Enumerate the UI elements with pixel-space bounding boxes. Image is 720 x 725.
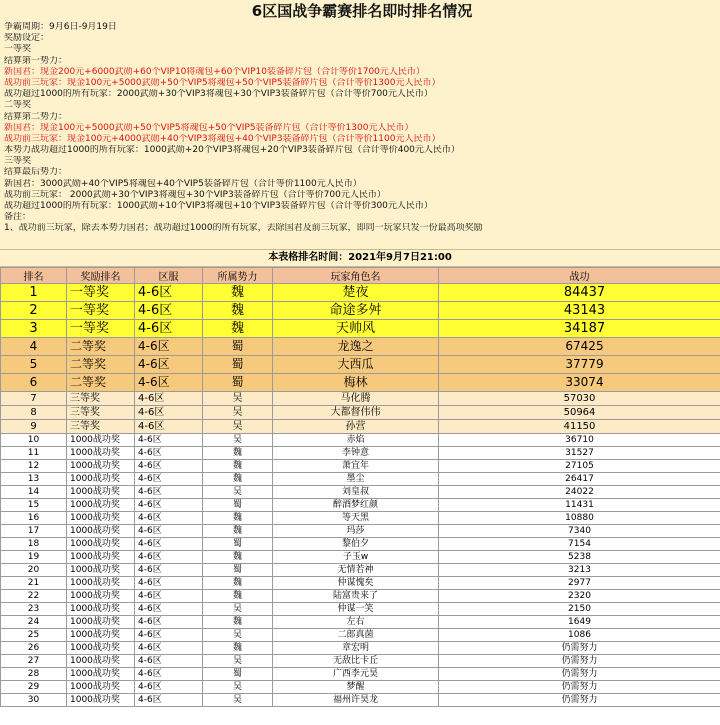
faction-cell[interactable]: 魏 (203, 577, 273, 590)
award-cell[interactable]: 二等奖 (67, 374, 135, 392)
award-cell[interactable]: 1000战功奖 (67, 434, 135, 447)
faction-cell[interactable]: 魏 (203, 460, 273, 473)
merit-cell[interactable]: 26417 (439, 473, 720, 486)
player-name-cell[interactable]: 等天黑 (273, 512, 439, 525)
table-row[interactable] (1, 577, 720, 590)
player-name-cell[interactable]: 大都督伟伟 (273, 406, 439, 420)
rank-cell[interactable]: 4 (1, 338, 67, 356)
table-row[interactable] (1, 447, 720, 460)
table-row[interactable] (1, 420, 720, 434)
table-row[interactable] (1, 681, 720, 694)
award-cell[interactable]: 1000战功奖 (67, 538, 135, 551)
rank-cell[interactable]: 17 (1, 525, 67, 538)
faction-cell[interactable]: 蜀 (203, 564, 273, 577)
merit-cell[interactable]: 36710 (439, 434, 720, 447)
award-cell[interactable]: 1000战功奖 (67, 616, 135, 629)
award-cell[interactable]: 1000战功奖 (67, 447, 135, 460)
rule-line: 争霸周期：9月6日-9月19日 (4, 22, 117, 32)
merit-cell[interactable]: 33074 (439, 374, 720, 392)
server-cell[interactable]: 4-6区 (135, 681, 203, 694)
table-row[interactable] (1, 356, 720, 374)
award-cell[interactable]: 一等奖 (67, 284, 135, 302)
rule-line: 备注： (4, 212, 32, 223)
rank-cell[interactable]: 5 (1, 356, 67, 374)
player-name-cell[interactable]: 赤焰 (273, 434, 439, 447)
faction-cell[interactable]: 吴 (203, 420, 273, 434)
merit-cell[interactable]: 31527 (439, 447, 720, 460)
page-title: 6区国战争霸赛排名即时排名情况 (251, 2, 473, 20)
faction-cell[interactable]: 蜀 (203, 338, 273, 356)
table-row[interactable] (1, 655, 720, 668)
column-header-rank[interactable]: 排名 (1, 268, 67, 284)
faction-cell[interactable]: 蜀 (203, 668, 273, 681)
player-name-cell[interactable]: 玛莎 (273, 525, 439, 538)
award-cell[interactable]: 三等奖 (67, 420, 135, 434)
rank-cell[interactable]: 14 (1, 486, 67, 499)
faction-cell[interactable]: 魏 (203, 551, 273, 564)
award-cell[interactable]: 1000战功奖 (67, 525, 135, 538)
player-name-cell[interactable]: 仲谋一笑 (273, 603, 439, 616)
player-name-cell[interactable]: 李钟意 (273, 447, 439, 460)
table-row[interactable] (1, 629, 720, 642)
server-cell[interactable]: 4-6区 (135, 338, 203, 356)
rule-line: 战功前三玩家：现金100元+4000武勋+40个VIP3将魂包+40个VIP3装备碎片包（合计等价1100元人民币） (4, 133, 441, 144)
award-cell[interactable]: 1000战功奖 (67, 642, 135, 655)
table-row[interactable] (1, 434, 720, 447)
ranking-time-label: 本表格排名时间：2021年9月7日21:00 (0, 250, 720, 267)
merit-cell[interactable]: 50964 (439, 406, 720, 420)
table-row[interactable] (1, 616, 720, 629)
rule-line: 新国君：3000武勋+40个VIP5将魂包+40个VIP5装备碎片包（合计等价1100元人民币） (4, 178, 362, 189)
faction-cell[interactable]: 吴 (203, 603, 273, 616)
rank-cell[interactable]: 28 (1, 668, 67, 681)
column-header-player-name[interactable]: 玩家角色名 (273, 268, 439, 284)
faction-cell[interactable]: 魏 (203, 642, 273, 655)
merit-cell[interactable]: 11431 (439, 499, 720, 512)
faction-cell[interactable]: 魏 (203, 473, 273, 486)
player-name-cell[interactable]: 马化腾 (273, 392, 439, 406)
server-cell[interactable]: 4-6区 (135, 655, 203, 668)
rule-line: 本势力战功超过1000的所有玩家：1000武勋+20个VIP3将魂包+20个VIP3装备碎片包（合计等价400元人民币） (4, 145, 460, 156)
player-name-cell[interactable]: 天帅风 (273, 320, 439, 338)
server-cell[interactable]: 4-6区 (135, 392, 203, 406)
server-cell[interactable]: 4-6区 (135, 420, 203, 434)
rank-cell[interactable]: 18 (1, 538, 67, 551)
table-row[interactable] (1, 499, 720, 512)
merit-cell[interactable]: 57030 (439, 392, 720, 406)
player-name-cell[interactable]: 广西李元昊 (273, 668, 439, 681)
award-cell[interactable]: 1000战功奖 (67, 460, 135, 473)
table-row[interactable] (1, 538, 720, 551)
merit-cell[interactable]: 5238 (439, 551, 720, 564)
table-row[interactable] (1, 551, 720, 564)
server-cell[interactable]: 4-6区 (135, 447, 203, 460)
player-name-cell[interactable]: 黎伯夕 (273, 538, 439, 551)
merit-cell[interactable]: 2150 (439, 603, 720, 616)
rank-cell[interactable]: 9 (1, 420, 67, 434)
rank-cell[interactable]: 25 (1, 629, 67, 642)
rule-line: 1、战功前三玩家，除去本势力国君；战功超过1000的所有玩家，去除国君及前三玩家，即同一玩家只发一份最高项奖励 (4, 223, 483, 234)
faction-cell[interactable]: 蜀 (203, 499, 273, 512)
rank-cell[interactable]: 24 (1, 616, 67, 629)
merit-cell[interactable]: 1649 (439, 616, 720, 629)
player-name-cell[interactable]: 梦醒 (273, 681, 439, 694)
faction-cell[interactable]: 蜀 (203, 374, 273, 392)
player-name-cell[interactable]: 无敌比卡丘 (273, 655, 439, 668)
merit-cell[interactable]: 仍需努力 (439, 694, 720, 707)
merit-cell[interactable]: 3213 (439, 564, 720, 577)
faction-cell[interactable]: 吴 (203, 406, 273, 420)
table-row[interactable] (1, 284, 720, 302)
faction-cell[interactable]: 蜀 (203, 356, 273, 374)
award-cell[interactable]: 一等奖 (67, 320, 135, 338)
rule-line: 三等奖 (4, 156, 32, 167)
rule-line: 战功超过1000的所有玩家：1000武勋+10个VIP3将魂包+10个VIP3装备碎片包（合计等价300元人民币） (4, 201, 433, 211)
server-cell[interactable]: 4-6区 (135, 374, 203, 392)
table-row[interactable] (1, 668, 720, 681)
merit-cell[interactable]: 27105 (439, 460, 720, 473)
player-name-cell[interactable]: 左右 (273, 616, 439, 629)
award-cell[interactable]: 1000战功奖 (67, 473, 135, 486)
faction-cell[interactable]: 吴 (203, 655, 273, 668)
rules-header (0, 0, 720, 250)
award-cell[interactable]: 1000战功奖 (67, 655, 135, 668)
server-cell[interactable]: 4-6区 (135, 406, 203, 420)
rank-cell[interactable]: 23 (1, 603, 67, 616)
faction-cell[interactable]: 吴 (203, 629, 273, 642)
table-row[interactable] (1, 525, 720, 538)
rule-line: 二等奖 (4, 100, 32, 111)
faction-cell[interactable]: 魏 (203, 302, 273, 320)
ranking-table (0, 267, 720, 707)
award-cell[interactable]: 1000战功奖 (67, 551, 135, 564)
player-name-cell[interactable]: 福州许昊龙 (273, 694, 439, 707)
merit-cell[interactable]: 2320 (439, 590, 720, 603)
table-row[interactable] (1, 590, 720, 603)
rank-cell[interactable]: 11 (1, 447, 67, 460)
award-cell[interactable]: 1000战功奖 (67, 499, 135, 512)
faction-cell[interactable]: 魏 (203, 525, 273, 538)
player-name-cell[interactable]: 大西瓜 (273, 356, 439, 374)
table-header-row (1, 268, 720, 284)
merit-cell[interactable]: 37779 (439, 356, 720, 374)
award-cell[interactable]: 1000战功奖 (67, 629, 135, 642)
rule-line: 一等奖 (4, 44, 32, 55)
server-cell[interactable]: 4-6区 (135, 629, 203, 642)
faction-cell[interactable]: 魏 (203, 447, 273, 460)
award-cell[interactable]: 1000战功奖 (67, 564, 135, 577)
rank-cell[interactable]: 20 (1, 564, 67, 577)
rule-line: 战功前三玩家： 2000武勋+30个VIP3将魂包+30个VIP3装备碎片包（合计等价700元人民币） (4, 189, 386, 200)
table-row[interactable] (1, 392, 720, 406)
server-cell[interactable]: 4-6区 (135, 434, 203, 447)
rank-cell[interactable]: 2 (1, 302, 67, 320)
award-cell[interactable]: 1000战功奖 (67, 486, 135, 499)
merit-cell[interactable]: 24022 (439, 486, 720, 499)
award-cell[interactable]: 1000战功奖 (67, 603, 135, 616)
column-header-award[interactable]: 奖励排名 (67, 268, 135, 284)
table-row[interactable] (1, 642, 720, 655)
server-cell[interactable]: 4-6区 (135, 473, 203, 486)
rank-cell[interactable]: 6 (1, 374, 67, 392)
rank-cell[interactable]: 22 (1, 590, 67, 603)
player-name-cell[interactable]: 梅林 (273, 374, 439, 392)
column-header-faction[interactable]: 所属势力 (203, 268, 273, 284)
server-cell[interactable]: 4-6区 (135, 590, 203, 603)
rank-cell[interactable]: 21 (1, 577, 67, 590)
merit-cell[interactable]: 41150 (439, 420, 720, 434)
table-row[interactable] (1, 486, 720, 499)
faction-cell[interactable]: 魏 (203, 284, 273, 302)
rank-cell[interactable]: 29 (1, 681, 67, 694)
faction-cell[interactable]: 魏 (203, 512, 273, 525)
table-row[interactable] (1, 406, 720, 420)
merit-cell[interactable]: 7154 (439, 538, 720, 551)
server-cell[interactable]: 4-6区 (135, 616, 203, 629)
merit-cell[interactable]: 2977 (439, 577, 720, 590)
rule-line: 新国君：现金200元+6000武勋+60个VIP10将魂包+60个VIP10装备碎片包（合计等价1700元人民币） (4, 66, 425, 77)
table-row[interactable] (1, 564, 720, 577)
merit-cell[interactable]: 7340 (439, 525, 720, 538)
faction-cell[interactable]: 吴 (203, 681, 273, 694)
server-cell[interactable]: 4-6区 (135, 538, 203, 551)
player-name-cell[interactable]: 子玉w (273, 551, 439, 564)
faction-cell[interactable]: 蜀 (203, 538, 273, 551)
server-cell[interactable]: 4-6区 (135, 460, 203, 473)
merit-cell[interactable]: 67425 (439, 338, 720, 356)
rank-cell[interactable]: 3 (1, 320, 67, 338)
award-cell[interactable]: 1000战功奖 (67, 590, 135, 603)
award-cell[interactable]: 1000战功奖 (67, 512, 135, 525)
reward-rules (4, 22, 720, 235)
column-header-merit[interactable]: 战功 (439, 268, 720, 284)
server-cell[interactable]: 4-6区 (135, 551, 203, 564)
rank-cell[interactable]: 16 (1, 512, 67, 525)
award-cell[interactable]: 三等奖 (67, 392, 135, 406)
merit-cell[interactable]: 仍需努力 (439, 668, 720, 681)
table-row[interactable] (1, 320, 720, 338)
player-name-cell[interactable]: 无情若神 (273, 564, 439, 577)
rule-line: 战功超过1000的所有玩家：2000武勋+30个VIP3将魂包+30个VIP3装备碎片包（合计等价700元人民币） (4, 89, 433, 100)
table-row[interactable] (1, 473, 720, 486)
rule-line: 奖励设定： (4, 33, 50, 44)
server-cell[interactable]: 4-6区 (135, 499, 203, 512)
rule-line: 结算最后势力： (4, 167, 68, 178)
table-row[interactable] (1, 512, 720, 525)
column-header-server[interactable]: 区服 (135, 268, 203, 284)
merit-cell[interactable]: 43143 (439, 302, 720, 320)
faction-cell[interactable]: 吴 (203, 486, 273, 499)
server-cell[interactable]: 4-6区 (135, 486, 203, 499)
player-name-cell[interactable]: 龙逸之 (273, 338, 439, 356)
player-name-cell[interactable]: 仲谋愧矣 (273, 577, 439, 590)
player-name-cell[interactable]: 萧宜年 (273, 460, 439, 473)
rule-line: 结算第一势力： (4, 55, 68, 66)
merit-cell[interactable]: 84437 (439, 284, 720, 302)
rank-cell[interactable]: 8 (1, 406, 67, 420)
server-cell[interactable]: 4-6区 (135, 356, 203, 374)
rank-cell[interactable]: 19 (1, 551, 67, 564)
server-cell[interactable]: 4-6区 (135, 603, 203, 616)
rank-cell[interactable]: 30 (1, 694, 67, 707)
award-cell[interactable]: 一等奖 (67, 302, 135, 320)
server-cell[interactable]: 4-6区 (135, 302, 203, 320)
server-cell[interactable]: 4-6区 (135, 668, 203, 681)
player-name-cell[interactable]: 章宏明 (273, 642, 439, 655)
merit-cell[interactable]: 仍需努力 (439, 655, 720, 668)
player-name-cell[interactable]: 醉酒梦红颜 (273, 499, 439, 512)
player-name-cell[interactable]: 楚夜 (273, 284, 439, 302)
faction-cell[interactable]: 魏 (203, 590, 273, 603)
rank-cell[interactable]: 12 (1, 460, 67, 473)
merit-cell[interactable]: 1086 (439, 629, 720, 642)
rule-line: 新国君：现金100元+5000武勋+50个VIP5将魂包+50个VIP5装备碎片包（合计等价1300元人民币） (4, 122, 414, 133)
rank-cell[interactable]: 10 (1, 434, 67, 447)
award-cell[interactable]: 1000战功奖 (67, 577, 135, 590)
table-row[interactable] (1, 374, 720, 392)
server-cell[interactable]: 4-6区 (135, 512, 203, 525)
faction-cell[interactable]: 吴 (203, 694, 273, 707)
rank-cell[interactable]: 13 (1, 473, 67, 486)
award-cell[interactable]: 二等奖 (67, 356, 135, 374)
rule-line: 结算第二势力： (4, 111, 68, 122)
award-cell[interactable]: 1000战功奖 (67, 694, 135, 707)
player-name-cell[interactable]: 二郎真菌 (273, 629, 439, 642)
table-row[interactable] (1, 603, 720, 616)
player-name-cell[interactable]: 墨尘 (273, 473, 439, 486)
merit-cell[interactable]: 10880 (439, 512, 720, 525)
rank-cell[interactable]: 7 (1, 392, 67, 406)
award-cell[interactable]: 1000战功奖 (67, 681, 135, 694)
award-cell[interactable]: 1000战功奖 (67, 668, 135, 681)
server-cell[interactable]: 4-6区 (135, 642, 203, 655)
rule-line: 战功前三玩家：现金100元+5000武勋+50个VIP5将魂包+50个VIP5装备碎片包（合计等价1300元人民币） (4, 77, 441, 88)
rank-cell[interactable]: 1 (1, 284, 67, 302)
table-row[interactable] (1, 338, 720, 356)
faction-cell[interactable]: 魏 (203, 616, 273, 629)
player-name-cell[interactable]: 孙营 (273, 420, 439, 434)
award-cell[interactable]: 二等奖 (67, 338, 135, 356)
server-cell[interactable]: 4-6区 (135, 320, 203, 338)
server-cell[interactable]: 4-6区 (135, 284, 203, 302)
merit-cell[interactable]: 仍需努力 (439, 681, 720, 694)
merit-cell[interactable]: 34187 (439, 320, 720, 338)
server-cell[interactable]: 4-6区 (135, 525, 203, 538)
player-name-cell[interactable]: 刘皇叔 (273, 486, 439, 499)
server-cell[interactable]: 4-6区 (135, 564, 203, 577)
server-cell[interactable]: 4-6区 (135, 577, 203, 590)
faction-cell[interactable]: 魏 (203, 320, 273, 338)
rank-cell[interactable]: 26 (1, 642, 67, 655)
table-row[interactable] (1, 302, 720, 320)
faction-cell[interactable]: 吴 (203, 434, 273, 447)
server-cell[interactable]: 4-6区 (135, 694, 203, 707)
award-cell[interactable]: 三等奖 (67, 406, 135, 420)
table-row[interactable] (1, 460, 720, 473)
merit-cell[interactable]: 仍需努力 (439, 642, 720, 655)
player-name-cell[interactable]: 命途多舛 (273, 302, 439, 320)
rank-cell[interactable]: 27 (1, 655, 67, 668)
player-name-cell[interactable]: 陆富贵来了 (273, 590, 439, 603)
rank-cell[interactable]: 15 (1, 499, 67, 512)
table-row[interactable] (1, 694, 720, 707)
faction-cell[interactable]: 吴 (203, 392, 273, 406)
